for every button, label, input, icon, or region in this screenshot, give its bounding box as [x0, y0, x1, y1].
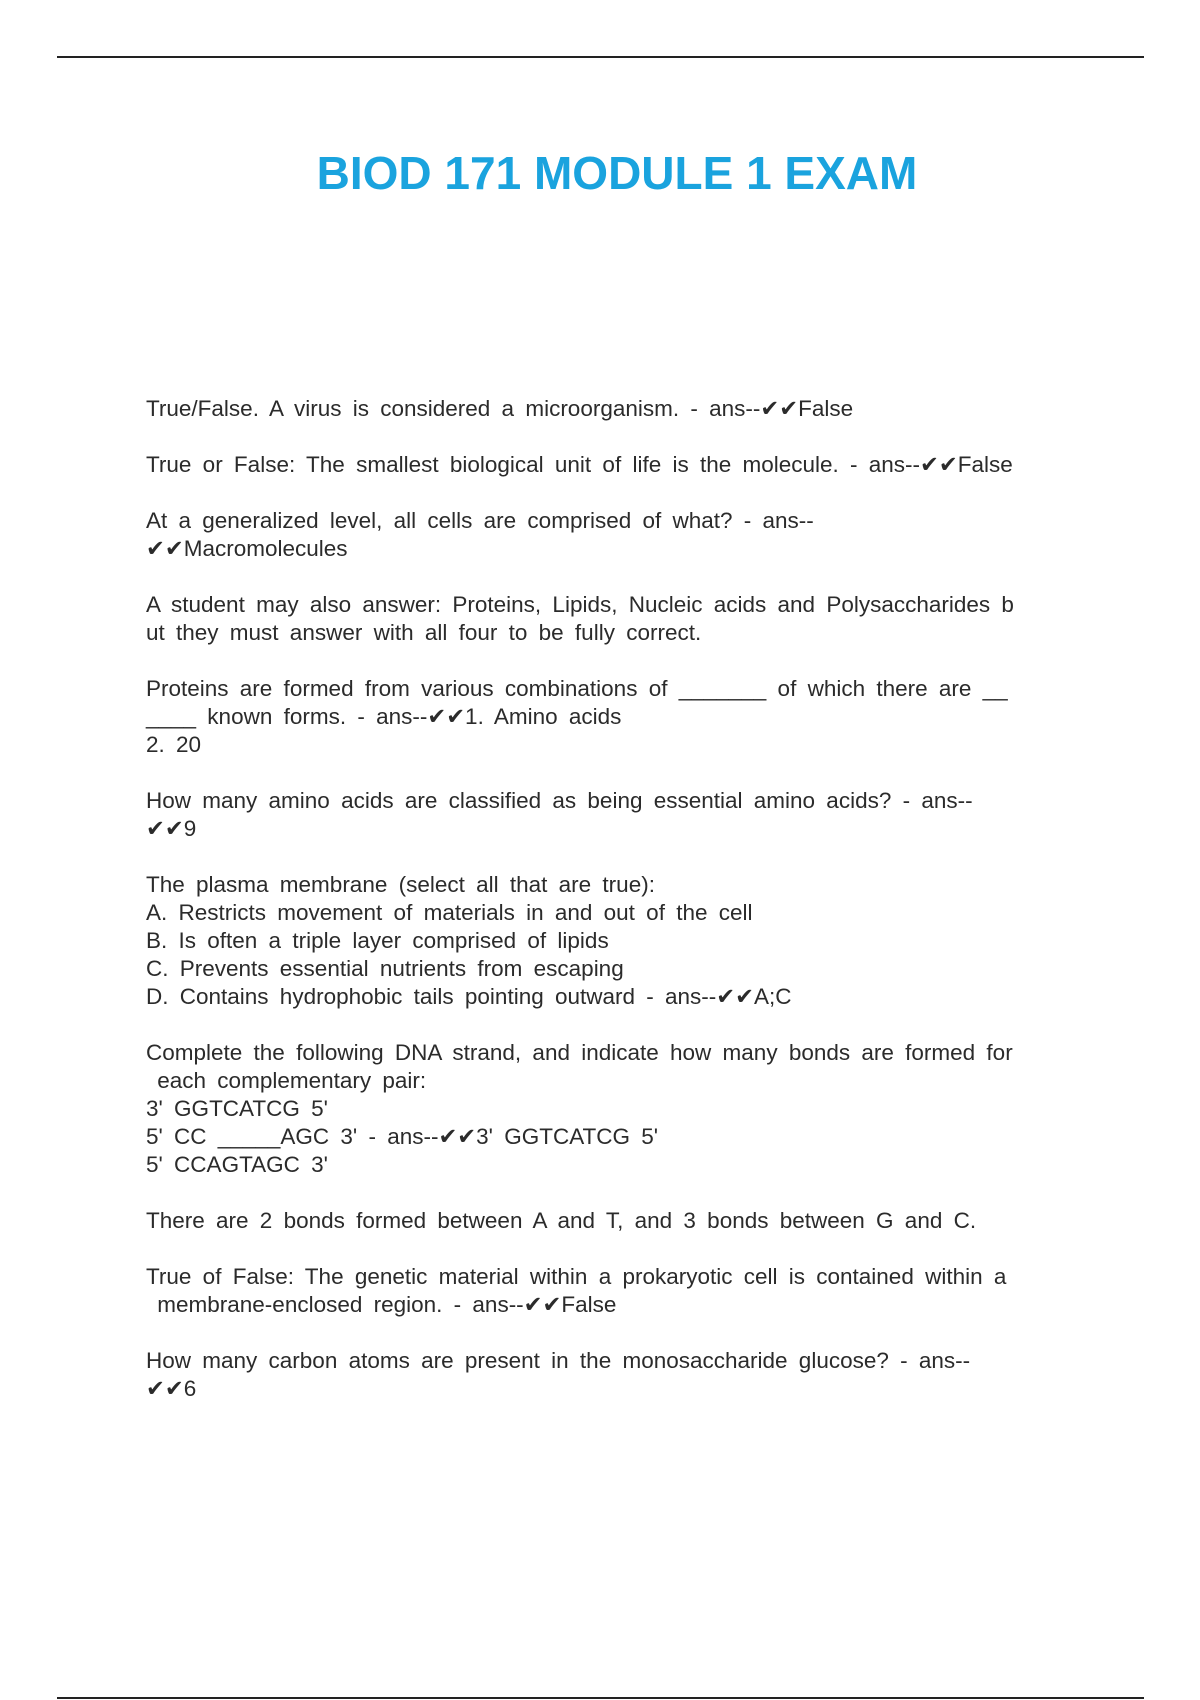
qa-line: There are 2 bonds formed between A and T, and 3 bonds between G and C.	[146, 1208, 977, 1233]
qa-line: C. Prevents essential nutrients from escaping	[146, 956, 624, 981]
qa-item	[146, 1347, 1086, 1403]
qa-item	[146, 675, 1086, 759]
qa-line: ✔✔Macromolecules	[146, 536, 348, 561]
qa-item	[146, 787, 1086, 843]
qa-line: B. Is often a triple layer comprised of lipids	[146, 928, 609, 953]
qa-line: D. Contains hydrophobic tails pointing outward - ans--✔✔A;C	[146, 984, 792, 1009]
qa-item	[146, 591, 1086, 647]
qa-line: ✔✔6	[146, 1376, 197, 1401]
footer-rule	[57, 1697, 1144, 1699]
qa-line: Complete the following DNA strand, and indicate how many bonds are formed for	[146, 1040, 1013, 1065]
qa-item	[146, 871, 1086, 1011]
qa-line: How many carbon atoms are present in the monosaccharide glucose? - ans--	[146, 1348, 971, 1373]
qa-line: ut they must answer with all four to be fully correct.	[146, 620, 702, 645]
qa-item	[146, 1263, 1086, 1319]
qa-item	[146, 507, 1086, 563]
qa-line: True of False: The genetic material within a prokaryotic cell is contained within a	[146, 1264, 1007, 1289]
qa-item	[146, 395, 1086, 423]
qa-line: 5' CCAGTAGC 3'	[146, 1152, 328, 1177]
qa-line: ✔✔9	[146, 816, 197, 841]
qa-line: The plasma membrane (select all that are true):	[146, 872, 655, 897]
qa-line: membrane-enclosed region. - ans--✔✔False	[146, 1292, 617, 1317]
qa-line: At a generalized level, all cells are comprised of what? - ans--	[146, 508, 814, 533]
qa-content	[146, 395, 1086, 1431]
qa-line: True/False. A virus is considered a microorganism. - ans--✔✔False	[146, 396, 854, 421]
header-rule	[57, 56, 1144, 58]
qa-item	[146, 451, 1086, 479]
qa-line: A student may also answer: Proteins, Lipids, Nucleic acids and Polysaccharides b	[146, 592, 1014, 617]
qa-line: How many amino acids are classified as being essential amino acids? - ans--	[146, 788, 973, 813]
qa-item	[146, 1207, 1086, 1235]
qa-line: 5' CC _____AGC 3' - ans--✔✔3' GGTCATCG 5'	[146, 1124, 659, 1149]
qa-line: each complementary pair:	[146, 1068, 427, 1093]
qa-line: Proteins are formed from various combinations of _______ of which there are __	[146, 676, 1008, 701]
qa-item	[146, 1039, 1086, 1179]
document-title: BIOD 171 MODULE 1 EXAM	[316, 147, 918, 199]
qa-line: A. Restricts movement of materials in and out of the cell	[146, 900, 753, 925]
qa-line: True or False: The smallest biological unit of life is the molecule. - ans--✔✔False	[146, 452, 1013, 477]
qa-line: 3' GGTCATCG 5'	[146, 1096, 328, 1121]
qa-line: 2. 20	[146, 732, 202, 757]
qa-line: ____ known forms. - ans--✔✔1. Amino acids	[146, 704, 622, 729]
